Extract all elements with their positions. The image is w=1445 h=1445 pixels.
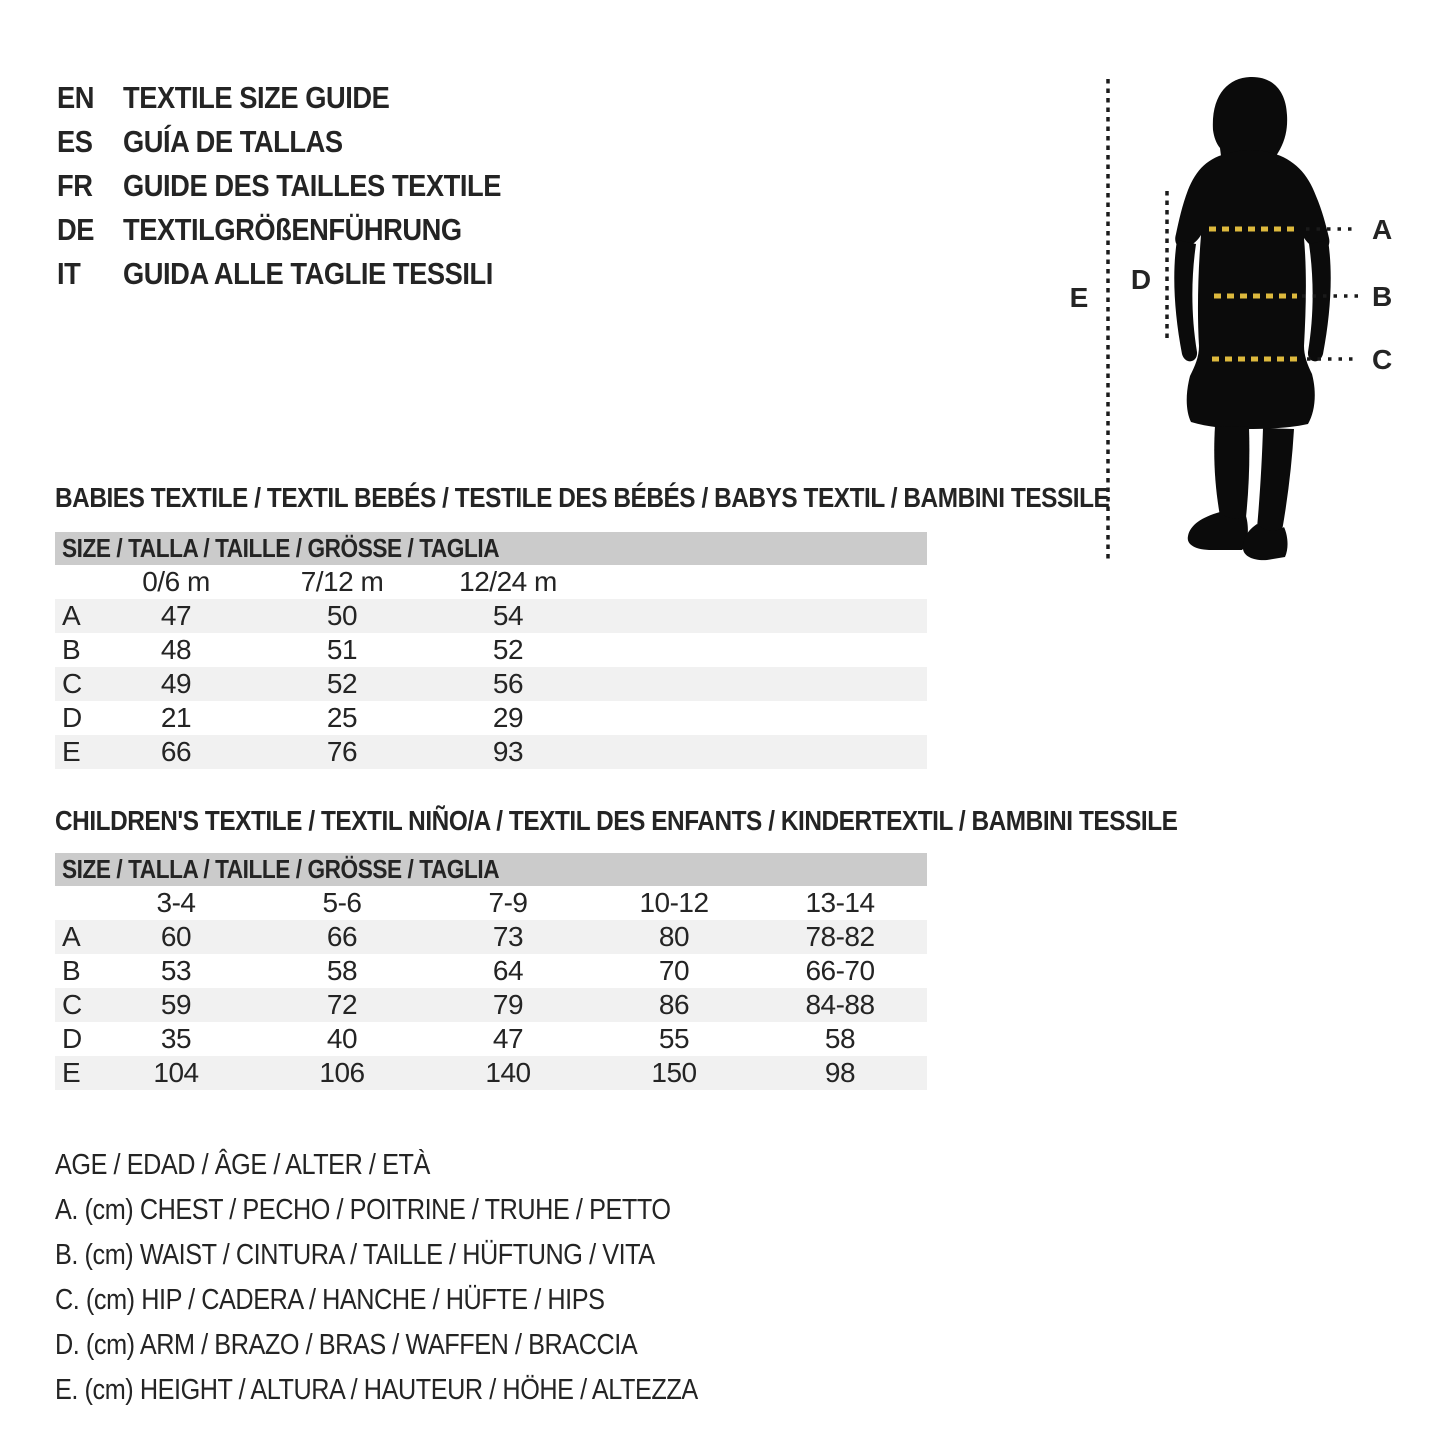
- lang-code-en: EN: [57, 80, 95, 115]
- lang-title-es: GUÍA DE TALLAS: [123, 124, 343, 159]
- babies-col-1: 7/12 m: [300, 566, 384, 597]
- cell-value: 93: [492, 736, 524, 767]
- row-label: B: [62, 634, 81, 665]
- babies-size-header-bar: [55, 532, 927, 565]
- babies-section-title: [55, 482, 1267, 514]
- children-col-0: 3-4: [156, 887, 196, 918]
- legend-line-chest: [55, 1188, 794, 1233]
- children-col-4: 13-14: [805, 887, 875, 918]
- cell-value: 80: [658, 921, 690, 952]
- lang-title-fr: GUIDE DES TAILLES TEXTILE: [123, 168, 502, 203]
- row-label: D: [62, 702, 82, 733]
- cell-value: 55: [658, 1023, 690, 1054]
- children-section-title: [55, 805, 1345, 837]
- child-right-leg: [1257, 428, 1294, 534]
- cell-value: 48: [160, 634, 192, 665]
- cell-value: 40: [326, 1023, 358, 1054]
- table-row: [55, 988, 927, 1022]
- row-label: E: [62, 1057, 81, 1088]
- legend-line-hip: [55, 1278, 794, 1323]
- legend-arm-text: D. (cm) ARM / BRAZO / BRAS / WAFFEN / BRACCIA: [55, 1329, 638, 1361]
- cell-value: 106: [319, 1057, 365, 1088]
- child-right-arm: [1308, 240, 1331, 361]
- cell-value: 35: [160, 1023, 192, 1054]
- lang-code-fr: FR: [57, 168, 93, 203]
- cell-value: 150: [651, 1057, 697, 1088]
- lang-title-en: TEXTILE SIZE GUIDE: [123, 80, 390, 115]
- row-label: B: [62, 955, 81, 986]
- table-row: [55, 954, 927, 988]
- cell-value: 50: [326, 600, 358, 631]
- cell-value: 78-82: [805, 921, 875, 952]
- figure-label-a: A: [1372, 214, 1393, 245]
- cell-value: 54: [492, 600, 524, 631]
- cell-value: 52: [326, 668, 358, 699]
- cell-value: 66: [326, 921, 358, 952]
- header-line-it: [57, 252, 501, 296]
- cell-value: 76: [326, 736, 358, 767]
- lang-code-de: DE: [57, 212, 95, 247]
- legend-line-arm: [55, 1323, 794, 1368]
- row-label: A: [62, 921, 81, 952]
- cell-value: 56: [492, 668, 524, 699]
- table-row: [55, 1056, 927, 1090]
- babies-size-table: [55, 532, 927, 769]
- cell-value: 66-70: [805, 955, 875, 986]
- legend-hip-text: C. (cm) HIP / CADERA / HANCHE / HÜFTE / HIPS: [55, 1284, 605, 1316]
- cell-value: 58: [824, 1023, 856, 1054]
- child-right-shoe: [1243, 524, 1288, 560]
- table-row: [55, 701, 927, 735]
- cell-value: 52: [492, 634, 524, 665]
- cell-value: 64: [492, 955, 524, 986]
- legend-waist-text: B. (cm) WAIST / CINTURA / TAILLE / HÜFTUNG / VITA: [55, 1239, 655, 1271]
- cell-value: 47: [492, 1023, 524, 1054]
- legend-line-height: [55, 1368, 794, 1413]
- cell-value: 98: [824, 1057, 856, 1088]
- cell-value: 72: [326, 989, 358, 1020]
- cell-value: 104: [153, 1057, 199, 1088]
- table-row: [55, 633, 927, 667]
- children-columns-row: [55, 886, 927, 920]
- legend-height-text: E. (cm) HEIGHT / ALTURA / HAUTEUR / HÖHE / ALTEZZA: [55, 1374, 698, 1406]
- table-row: [55, 667, 927, 701]
- table-row: [55, 735, 927, 769]
- cell-value: 51: [326, 634, 358, 665]
- lang-code-it: IT: [57, 256, 81, 291]
- cell-value: 29: [492, 702, 524, 733]
- legend-chest-text: A. (cm) CHEST / PECHO / POITRINE / TRUHE / PETTO: [55, 1194, 671, 1226]
- cell-value: 25: [326, 702, 358, 733]
- row-label: C: [62, 989, 82, 1020]
- figure-label-e: E: [1069, 282, 1089, 313]
- cell-value: 47: [160, 600, 192, 631]
- children-size-table: [55, 853, 927, 1090]
- legend-line-age: [55, 1143, 794, 1188]
- cell-value: 59: [160, 989, 192, 1020]
- babies-size-header-text: SIZE / TALLA / TAILLE / GRÖSSE / TAGLIA: [62, 533, 500, 563]
- figure-label-d: D: [1130, 264, 1152, 295]
- cell-value: 79: [492, 989, 524, 1020]
- cell-value: 86: [658, 989, 690, 1020]
- cell-value: 53: [160, 955, 192, 986]
- cell-value: 58: [326, 955, 358, 986]
- figure-label-b: B: [1372, 281, 1393, 312]
- child-left-arm: [1174, 240, 1197, 361]
- header-line-de: [57, 208, 501, 252]
- table-row: [55, 920, 927, 954]
- children-col-2: 7-9: [488, 887, 528, 918]
- babies-col-2: 12/24 m: [459, 566, 557, 597]
- children-col-1: 5-6: [322, 887, 362, 918]
- children-size-header-text: SIZE / TALLA / TAILLE / GRÖSSE / TAGLIA: [62, 854, 500, 884]
- babies-col-0: 0/6 m: [142, 566, 210, 597]
- header-line-es: [57, 120, 501, 164]
- children-col-3: 10-12: [639, 887, 709, 918]
- language-header: [57, 76, 501, 296]
- babies-columns-row: [55, 565, 927, 599]
- lang-title-it: GUIDA ALLE TAGLIE TESSILI: [123, 256, 493, 291]
- cell-value: 73: [492, 921, 524, 952]
- cell-value: 66: [160, 736, 192, 767]
- legend-line-waist: [55, 1233, 794, 1278]
- measurement-figure: [1050, 60, 1445, 600]
- row-label: C: [62, 668, 82, 699]
- measurement-figure-svg: [1050, 60, 1445, 600]
- header-line-fr: [57, 164, 501, 208]
- lang-title-de: TEXTILGRÖßENFÜHRUNG: [123, 212, 462, 247]
- row-label: D: [62, 1023, 82, 1054]
- cell-value: 60: [160, 921, 192, 952]
- figure-label-c: C: [1372, 344, 1393, 375]
- cell-value: 140: [485, 1057, 531, 1088]
- children-section-title-text: CHILDREN'S TEXTILE / TEXTIL NIÑO/A / TEXTIL DES ENFANTS / KINDERTEXTIL / BAMBINI TESSILE: [55, 805, 1178, 836]
- row-label: E: [62, 736, 81, 767]
- cell-value: 70: [658, 955, 690, 986]
- table-row: [55, 599, 927, 633]
- cell-value: 49: [160, 668, 192, 699]
- babies-section-title-text: BABIES TEXTILE / TEXTIL BEBÉS / TESTILE DES BÉBÉS / BABYS TEXTIL / BAMBINI TESSILE: [55, 482, 1110, 513]
- row-label: A: [62, 600, 81, 631]
- table-row: [55, 1022, 927, 1056]
- cell-value: 21: [160, 702, 192, 733]
- children-size-header-bar: [55, 853, 927, 886]
- cell-value: 84-88: [805, 989, 875, 1020]
- child-torso: [1175, 150, 1329, 429]
- measurement-legend: [55, 1143, 794, 1413]
- lang-code-es: ES: [57, 124, 93, 159]
- legend-age-text: AGE / EDAD / ÂGE / ALTER / ETÀ: [55, 1149, 430, 1181]
- header-line-en: [57, 76, 501, 120]
